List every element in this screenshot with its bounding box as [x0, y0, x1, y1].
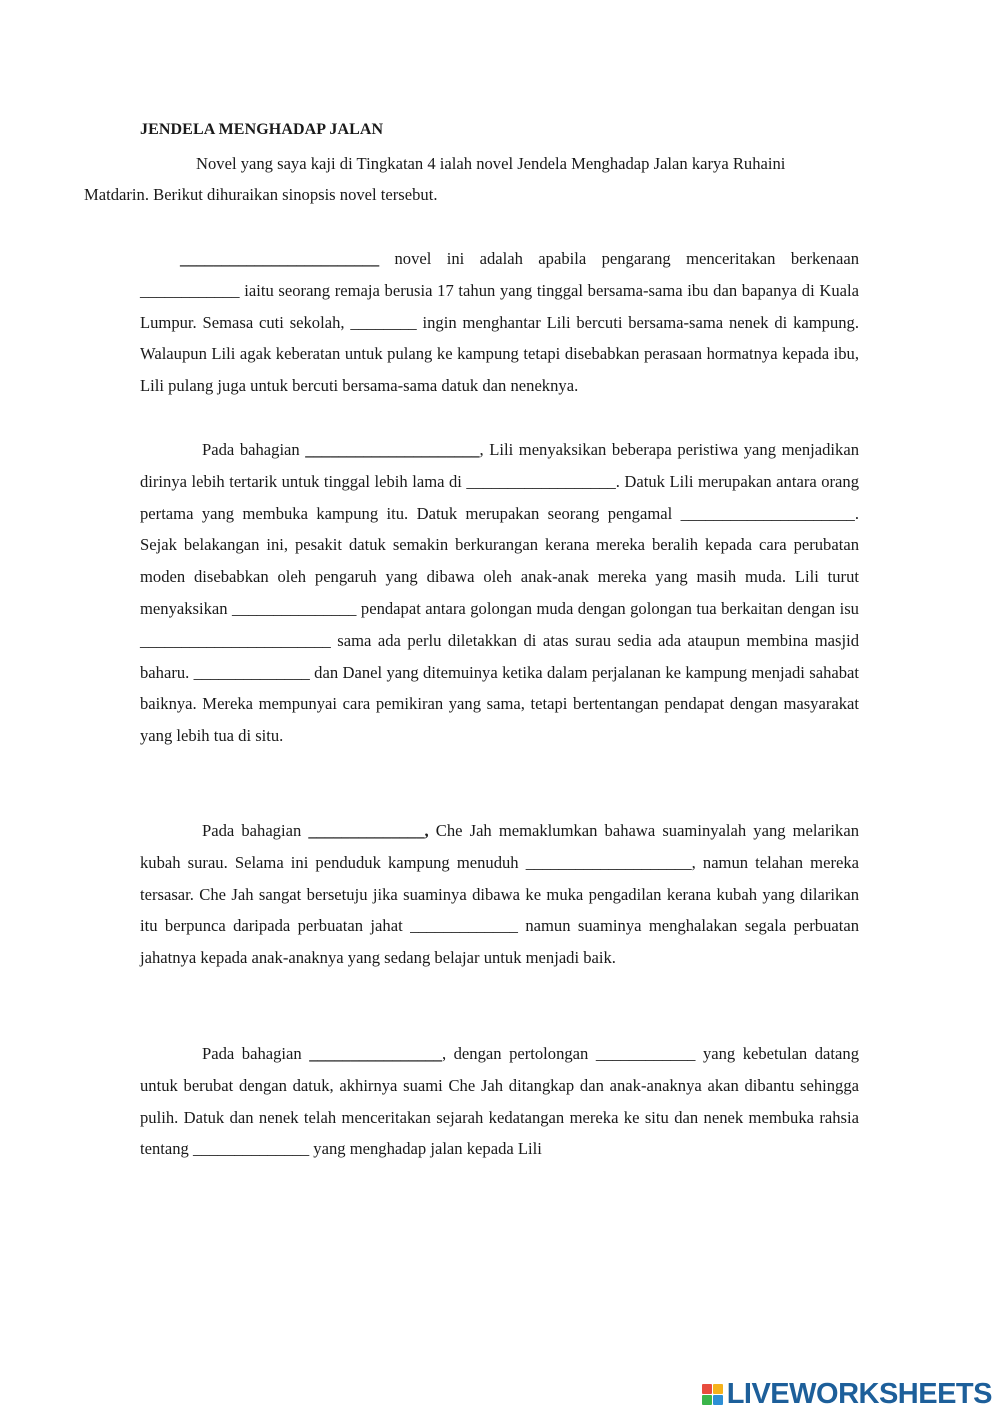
logo-cell [702, 1384, 712, 1394]
blank-field[interactable]: ________________________ [180, 249, 380, 268]
paragraph-text: , Lili menyaksikan beberapa peristiwa yang menjadikan dirinya lebih tertarik untuk tinggal lebih lama di [140, 440, 859, 491]
paragraph-text: , dengan pertolongan [441, 1044, 596, 1063]
paragraph-text: sama ada perlu diletakkan di atas surau sedia ada ataupun membina masjid baharu. [140, 630, 859, 682]
paragraph-3 [140, 815, 859, 974]
paragraph-text: Pada bahagian [202, 440, 306, 459]
paragraph-4 [140, 1038, 859, 1165]
paragraph-text: Che Jah memaklumkan bahawa suaminyalah yang melarikan kubah surau. Selama ini penduduk kampung menuduh [140, 821, 859, 872]
paragraph-text: Pada bahagian [202, 1044, 310, 1063]
blank-field[interactable]: __________________ [466, 471, 616, 491]
blank-field[interactable]: ____________________ [525, 852, 692, 872]
blank-field[interactable]: ______________ [193, 662, 310, 682]
paragraph-1 [140, 243, 859, 402]
blank-field[interactable]: _______________ [232, 598, 357, 618]
blank-field[interactable]: ____________ [595, 1044, 696, 1063]
paragraph-text: dan Danel yang ditemuinya ketika dalam perjalanan ke kampung menjadi sahabat baiknya. Mereka mempunyai cara pemikiran yang sama, tetapi bertentangan pendapat dengan masyarakat yang lebih tua di situ. [140, 662, 859, 746]
paragraph-text: ingin menghantar Lili bercuti bersama-sama nenek di kampung. Walaupun Lili agak keberatan untuk pulang ke kampung tetapi disebabkan perasaan hormatnya kepada ibu, Lili pulang juga untuk bercuti bersama-sama datuk dan neneknya. [140, 312, 859, 396]
paragraph-text: yang kebetulan datang untuk berubat dengan datuk, akhirnya suami Che Jah ditangkap dan anak-anaknya akan dibantu sehingga pulih. Datuk dan nenek telah menceritakan sejarah kedatangan mereka ke situ dan nenek membuka rahsia tentang [140, 1044, 859, 1159]
paragraph-text: iaitu seorang remaja berusia 17 tahun yang tinggal bersama-sama ibu dan bapanya di Kuala Lumpur. Semasa cuti sekolah, [140, 280, 859, 332]
paragraph-text: pendapat antara golongan muda dengan golongan tua berkaitan dengan isu [356, 598, 859, 618]
blank-field[interactable]: ______________, [308, 821, 429, 840]
logo-cell [713, 1395, 723, 1405]
paragraph-text: novel ini adalah apabila pengarang menceritakan berkenaan [379, 249, 859, 268]
paragraph-text: . Sejak belakangan ini, pesakit datuk semakin berkurangan kerana mereka beralih kepada cara perubatan moden disebabkan oleh pengaruh yang dibawa oleh anak-anak mereka yang masih muda. Lili turut menyaksikan [140, 503, 859, 618]
brand-name: LIVEWORKSHEETS [726, 1378, 992, 1410]
blank-field[interactable]: ____________ [140, 280, 240, 300]
blank-field[interactable]: ______________ [193, 1139, 310, 1159]
blank-field[interactable]: _____________________ [305, 440, 480, 459]
logo-cell [713, 1384, 723, 1394]
paragraph-2 [140, 434, 859, 752]
paragraph-text: namun suaminya menghalakan segala perbuatan jahatnya kepada anak-anaknya yang sedang belajar untuk menjadi baik. [140, 916, 859, 968]
blank-field[interactable]: ________________ [309, 1044, 442, 1063]
intro-line-2: Matdarin. Berikut dihuraikan sinopsis novel tersebut. [84, 185, 438, 204]
blank-field[interactable]: _____________________ [680, 503, 855, 523]
logo-cell [702, 1395, 712, 1405]
page-title: JENDELA MENGHADAP JALAN [140, 121, 384, 138]
blank-field[interactable]: ________ [350, 312, 417, 332]
intro-line-1: Novel yang saya kaji di Tingkatan 4 ialah novel Jendela Menghadap Jalan karya Ruhaini [196, 154, 786, 173]
paragraph-text: . Datuk Lili merupakan antara orang pertama yang membuka kampung itu. Datuk merupakan seorang pengamal [140, 471, 860, 523]
intro-paragraph [84, 148, 859, 210]
liveworksheets-logo-icon [702, 1384, 723, 1405]
paragraph-text: Pada bahagian [202, 821, 309, 840]
blank-field[interactable]: _______________________ [140, 630, 331, 650]
liveworksheets-footer [702, 1378, 992, 1411]
paragraph-text: yang menghadap jalan kepada Lili [309, 1139, 542, 1159]
paragraph-text: , namun telahan mereka tersasar. Che Jah sangat bersetuju jika suaminya dibawa ke muka pengadilan kerana kubah yang dilarikan itu berpunca daripada perbuatan jahat [140, 852, 860, 936]
blank-field[interactable]: _____________ [410, 916, 518, 936]
